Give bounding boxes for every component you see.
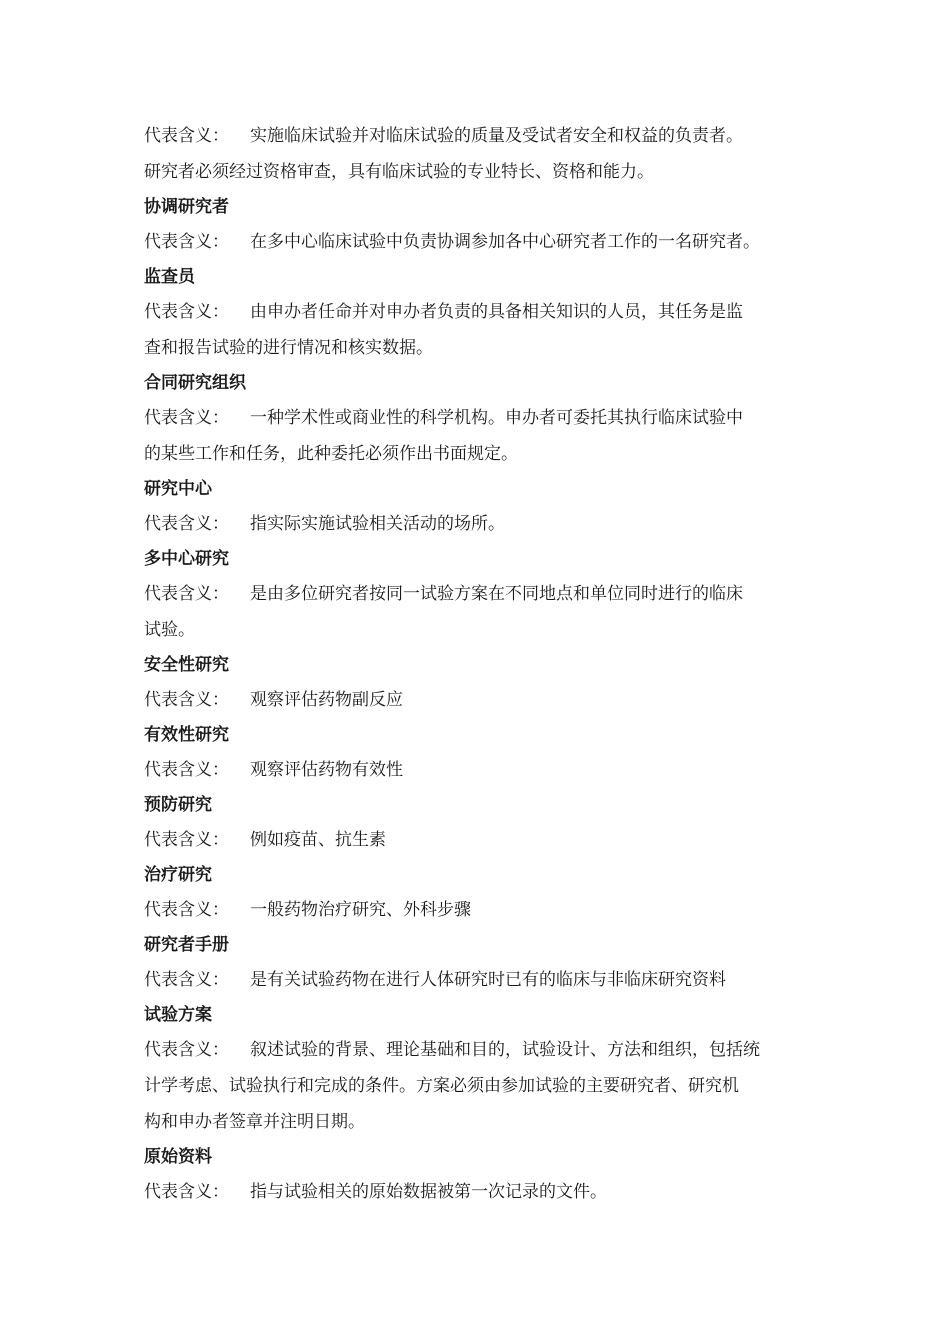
definition-line-text: 的某些工作和任务，此种委托必须作出书面规定。 <box>144 444 518 464</box>
term-heading-text: 研究者手册 <box>144 935 229 955</box>
definition-label: 代表含义： <box>144 302 229 322</box>
definition-label: 代表含义： <box>144 900 229 920</box>
definition-line <box>144 294 824 330</box>
term-heading <box>144 998 824 1032</box>
definition-line <box>144 330 824 366</box>
definition-line-text: 试验。 <box>144 620 195 640</box>
term-heading <box>144 260 824 294</box>
definition-line <box>144 154 824 190</box>
definition-line <box>144 1174 824 1210</box>
term-heading <box>144 788 824 822</box>
definition-line-text: 是有关试验药物在进行人体研究时已有的临床与非临床研究资料 <box>250 970 726 990</box>
definition-line <box>144 822 824 858</box>
document-body <box>144 118 824 1210</box>
definition-line-text: 实施临床试验并对临床试验的质量及受试者安全和权益的负责者。 <box>250 126 743 146</box>
term-heading <box>144 928 824 962</box>
term-heading-text: 原始资料 <box>144 1147 212 1167</box>
definition-line <box>144 612 824 648</box>
definition-line-text: 叙述试验的背景、理论基础和目的，试验设计、方法和组织，包括统 <box>250 1040 760 1060</box>
definition-line <box>144 962 824 998</box>
definition-line-text: 一般药物治疗研究、外科步骤 <box>250 900 471 920</box>
term-heading <box>144 366 824 400</box>
definition-line-text: 指实际实施试验相关活动的场所。 <box>250 514 505 534</box>
term-heading-text: 试验方案 <box>144 1005 212 1025</box>
definition-line-text: 计学考虑、试验执行和完成的条件。方案必须由参加试验的主要研究者、研究机 <box>144 1076 739 1096</box>
definition-line-text: 观察评估药物副反应 <box>250 690 403 710</box>
definition-line <box>144 118 824 154</box>
definition-label: 代表含义： <box>144 126 229 146</box>
term-heading <box>144 718 824 752</box>
term-heading-text: 有效性研究 <box>144 725 229 745</box>
term-heading-text: 安全性研究 <box>144 655 229 675</box>
definition-line-text: 构和申办者签章并注明日期。 <box>144 1112 365 1132</box>
definition-line-text: 在多中心临床试验中负责协调参加各中心研究者工作的一名研究者。 <box>250 232 760 252</box>
definition-line <box>144 400 824 436</box>
definition-label: 代表含义： <box>144 514 229 534</box>
definition-line <box>144 1032 824 1068</box>
definition-label: 代表含义： <box>144 408 229 428</box>
definition-label: 代表含义： <box>144 970 229 990</box>
definition-line-text: 例如疫苗、抗生素 <box>250 830 386 850</box>
definition-label: 代表含义： <box>144 1040 229 1060</box>
term-heading <box>144 472 824 506</box>
definition-label: 代表含义： <box>144 232 229 252</box>
term-heading <box>144 1140 824 1174</box>
definition-line-text: 观察评估药物有效性 <box>250 760 403 780</box>
definition-line <box>144 436 824 472</box>
term-heading-text: 预防研究 <box>144 795 212 815</box>
term-heading-text: 协调研究者 <box>144 197 229 217</box>
term-heading <box>144 542 824 576</box>
definition-line <box>144 1068 824 1104</box>
term-heading-text: 合同研究组织 <box>144 373 246 393</box>
term-heading-text: 治疗研究 <box>144 865 212 885</box>
definition-label: 代表含义： <box>144 1182 229 1202</box>
definition-label: 代表含义： <box>144 760 229 780</box>
definition-line-text: 指与试验相关的原始数据被第一次记录的文件。 <box>250 1182 607 1202</box>
definition-line <box>144 576 824 612</box>
term-heading <box>144 858 824 892</box>
term-heading <box>144 648 824 682</box>
definition-line <box>144 1104 824 1140</box>
definition-line <box>144 506 824 542</box>
definition-line-text: 查和报告试验的进行情况和核实数据。 <box>144 338 433 358</box>
definition-line-text: 是由多位研究者按同一试验方案在不同地点和单位同时进行的临床 <box>250 584 743 604</box>
definition-line-text: 一种学术性或商业性的科学机构。申办者可委托其执行临床试验中 <box>250 408 743 428</box>
definition-line <box>144 892 824 928</box>
term-heading-text: 多中心研究 <box>144 549 229 569</box>
definition-line <box>144 752 824 788</box>
definition-line-text: 研究者必须经过资格审查，具有临床试验的专业特长、资格和能力。 <box>144 162 654 182</box>
definition-label: 代表含义： <box>144 690 229 710</box>
definition-label: 代表含义： <box>144 584 229 604</box>
definition-line <box>144 224 824 260</box>
definition-line <box>144 682 824 718</box>
term-heading-text: 监查员 <box>144 267 195 287</box>
term-heading-text: 研究中心 <box>144 479 212 499</box>
definition-label: 代表含义： <box>144 830 229 850</box>
definition-line-text: 由申办者任命并对申办者负责的具备相关知识的人员，其任务是监 <box>250 302 743 322</box>
term-heading <box>144 190 824 224</box>
